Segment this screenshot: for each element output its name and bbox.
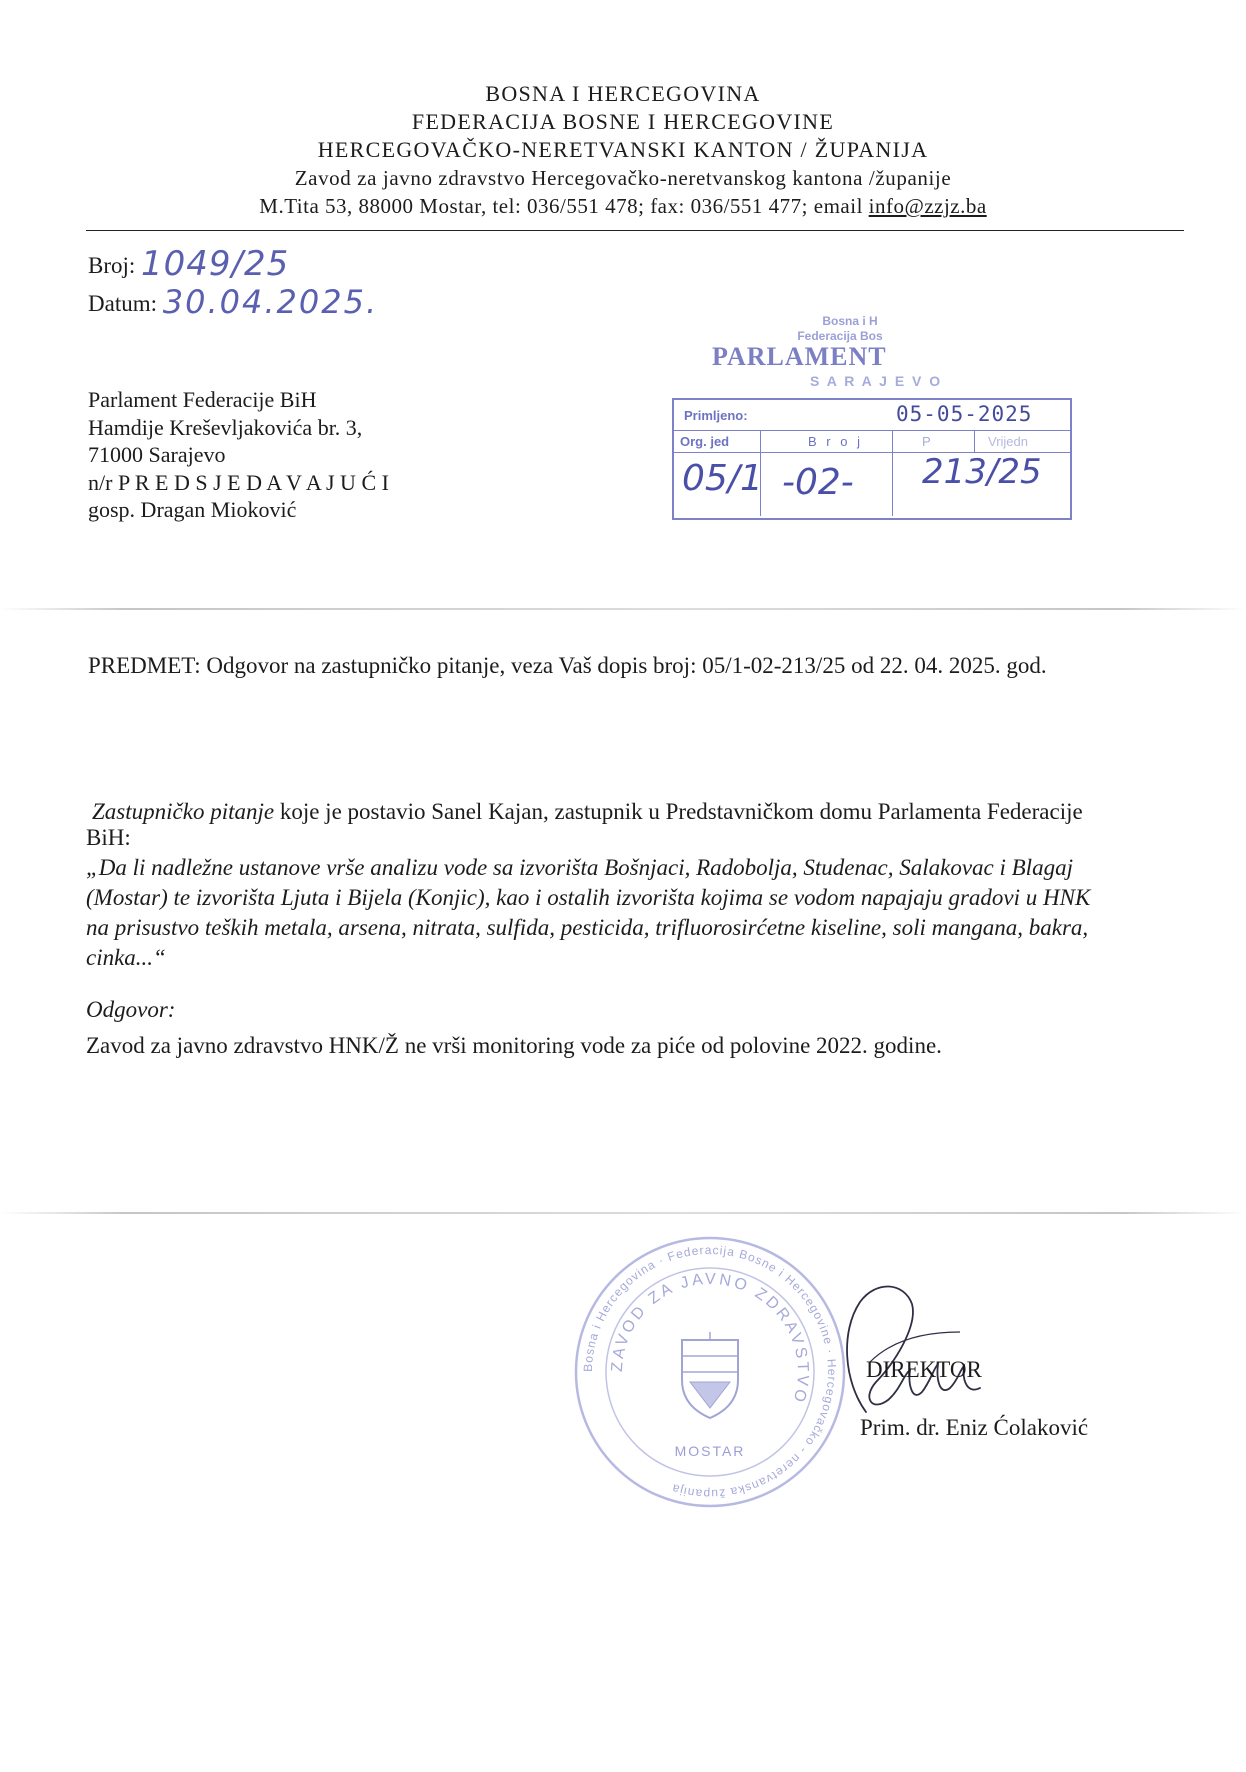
letterhead <box>0 80 1246 220</box>
datum-label: Datum: <box>88 291 157 316</box>
scan-artifact-line <box>0 608 1246 610</box>
stamp-primljeno-date: 05-05-2025 <box>896 402 1033 426</box>
answer-text: Zavod za javno zdravstvo HNK/Ž ne vrši monitoring vode za piće od polovine 2022. godine. <box>86 1033 942 1058</box>
broj-handwritten: 1049/25 <box>141 244 290 284</box>
stamp-hw-broj: -02- <box>782 462 854 503</box>
question-intro <box>92 798 1202 826</box>
recipient-name: Parlament Federacije BiH <box>88 387 317 412</box>
question-intro-line2: BiH: <box>86 825 131 850</box>
header-canton: HERCEGOVAČKO-NERETVANSKI KANTON / ŽUPANIJA <box>317 137 929 162</box>
stamp-hw-org: 05/1 <box>682 458 763 499</box>
header-country: BOSNA I HERCEGOVINA <box>485 81 761 106</box>
subject-line: PREDMET: Odgovor na zastupničko pitanje, veza Vaš dopis broj: 05/1-02-213/25 od 22. 04. 2025. god. <box>88 653 1047 678</box>
stamp-org-label: Org. jed <box>680 434 730 449</box>
signatory-name: Prim. dr. Eniz Ćolaković <box>860 1415 1089 1440</box>
question-line-4: cinka...“ <box>86 945 166 970</box>
datum-handwritten: 30.04.2025. <box>162 283 379 321</box>
recipient-city: 71000 Sarajevo <box>88 442 226 467</box>
question-intro-italic: Zastupničko pitanje <box>92 799 275 824</box>
question-line-2: (Mostar) te izvorišta Ljuta i Bijela (Konjic), kao i ostalih izvorišta kojima se vodom napajaju gradovi u HNK <box>86 885 1091 910</box>
stamp-col-divider-2 <box>892 430 893 516</box>
question-intro-rest: koje je postavio Sanel Kajan, zastupnik u Predstavničkom domu Parlamenta Federacije <box>274 799 1083 824</box>
header-contact <box>0 192 1246 220</box>
stamp-top-line2: Federacija Bos <box>797 329 883 343</box>
datum-field <box>88 283 379 321</box>
stamp-primljeno-label: Primljeno: <box>684 408 748 423</box>
scan-artifact-line <box>0 1212 1246 1214</box>
recipient-attention: n/r P R E D S J E D A V A J U Ć I <box>88 469 389 495</box>
question-line-1: „Da li nadležne ustanove vrše analizu vode sa izvorišta Bošnjaci, Radobolja, Studenac, Salakovac i Blagaj <box>86 855 1073 880</box>
stamp-row-divider-1 <box>674 430 1070 431</box>
recipient-person: gosp. Dragan Mioković <box>88 497 297 522</box>
header-rule <box>86 230 1184 231</box>
header-contact-text: M.Tita 53, 88000 Mostar, tel: 036/551 478; fax: 036/551 477; email <box>259 194 869 218</box>
stamp-parlament: PARLAMENT <box>712 342 887 371</box>
stamp-hw-number: 213/25 <box>922 452 1042 492</box>
stamp-city: S A R A J E V O <box>810 373 943 389</box>
seal-city: MOSTAR <box>674 1443 746 1459</box>
seal-outer-text: Bosna i Hercegovina · Federacija Bosne i Hercegovine · Hercegovačko - neretvanska županija <box>580 1242 840 1502</box>
stamp-col-divider-3 <box>974 430 975 452</box>
receipt-stamp-box <box>672 398 1072 520</box>
signatory-title: DIREKTOR <box>866 1357 982 1382</box>
broj-label: Broj: <box>88 253 136 278</box>
seal-inner-text: ZAVOD ZA JAVNO ZDRAVSTVO <box>608 1270 812 1407</box>
stamp-vrijednost-label: Vrijedn <box>988 434 1028 449</box>
broj-field <box>88 244 290 284</box>
recipient-street: Hamdije Kreševljakovića br. 3, <box>88 414 363 440</box>
stamp-broj-label: B r o j <box>808 434 863 449</box>
signature-scribble <box>800 1272 1000 1432</box>
coat-of-arms-icon <box>682 1332 738 1418</box>
header-federation: FEDERACIJA BOSNE I HERCEGOVINE <box>411 109 835 134</box>
answer-label: Odgovor: <box>86 997 176 1022</box>
stamp-top-line1: Bosna i H <box>822 314 878 328</box>
question-line-3: na prisustvo teških metala, arsena, nitrata, sulfida, pesticida, trifluorosirćetne kiseline, soli mangana, bakra, <box>86 915 1089 940</box>
stamp-prilog-label: P <box>922 434 931 449</box>
recipient-block <box>88 386 389 524</box>
header-email-link[interactable]: info@zzjz.ba <box>868 194 987 218</box>
header-institution: Zavod za javno zdravstvo Hercegovačko-neretvanskog kantona /županije <box>294 166 952 190</box>
